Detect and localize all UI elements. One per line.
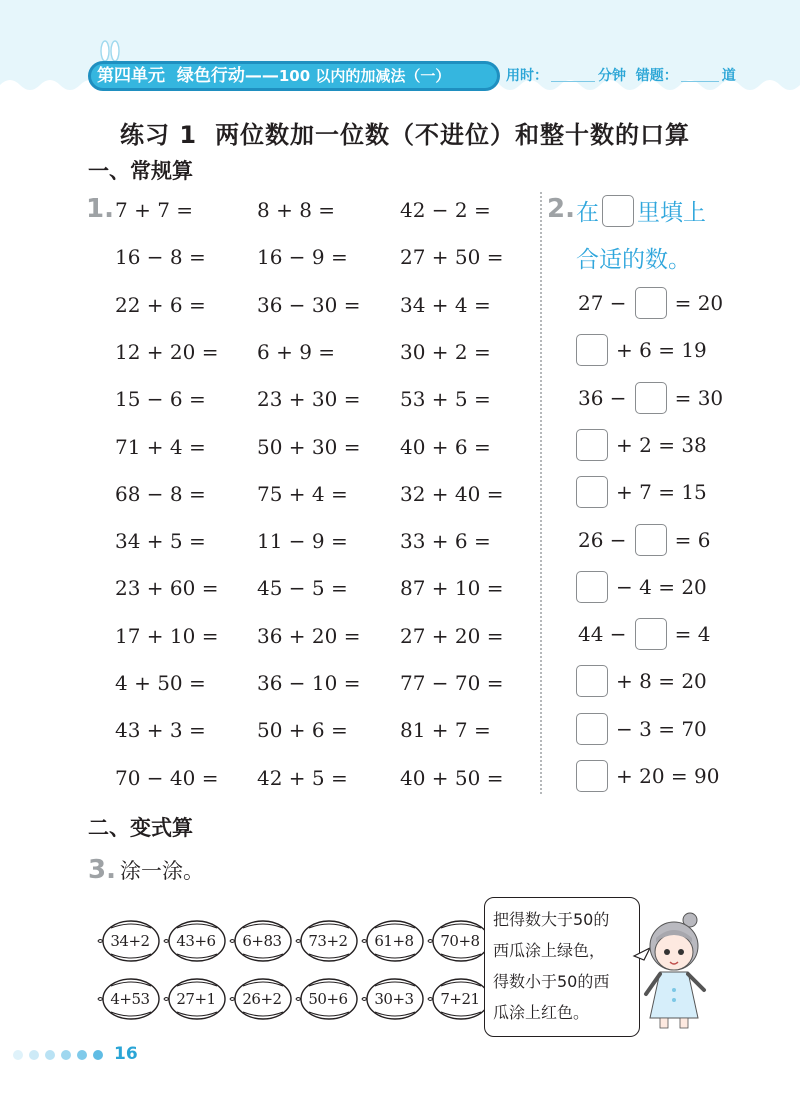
fill-row-after: = 4 — [674, 622, 711, 647]
calc-item[interactable]: 30 + 2 = — [400, 339, 491, 364]
calc-item[interactable]: 53 + 5 = — [400, 387, 491, 412]
calc-item[interactable]: 34 + 4 = — [400, 292, 491, 317]
watermelon-expression: 43+6 — [176, 932, 216, 950]
speech-bubble — [484, 897, 640, 1037]
bubble-line: 得数小于50的西 — [493, 972, 610, 991]
unit-dash: —— — [244, 66, 279, 86]
watermelon-expression: 7+21 — [440, 990, 480, 1008]
answer-box[interactable] — [576, 760, 608, 792]
bubble-line: 西瓜涂上绿色， — [493, 941, 606, 960]
q2-instruction-b: 里填上 — [637, 200, 706, 226]
footer-dots-icon — [12, 1048, 108, 1062]
answer-box[interactable] — [635, 287, 667, 319]
calc-item[interactable]: 16 − 9 = — [257, 245, 348, 270]
answer-box[interactable] — [576, 665, 608, 697]
watermelon-icon[interactable] — [361, 918, 427, 964]
calc-item[interactable]: 45 − 5 = — [257, 576, 348, 601]
watermelon-icon[interactable] — [229, 918, 295, 964]
calc-item[interactable]: 22 + 6 = — [115, 292, 206, 317]
watermelon-expression: 26+2 — [242, 990, 282, 1008]
fill-row-after: + 20 = 90 — [616, 764, 720, 788]
fill-row-before: 26 − — [578, 527, 627, 552]
calc-item[interactable]: 27 + 20 = — [400, 623, 504, 648]
answer-box[interactable] — [576, 713, 608, 745]
q2-instruction-a: 在 — [576, 200, 599, 226]
fill-row-after: + 7 = 15 — [616, 480, 707, 505]
time-label: 用时： — [506, 68, 548, 84]
fill-row — [576, 285, 725, 321]
calc-item[interactable]: 23 + 30 = — [257, 387, 361, 412]
watermelon-icon[interactable] — [229, 976, 295, 1022]
calc-item[interactable]: 33 + 6 = — [400, 529, 491, 554]
watermelon-expression: 6+83 — [242, 932, 282, 950]
calc-item[interactable]: 40 + 50 = — [400, 765, 504, 790]
error-blank[interactable] — [681, 66, 719, 82]
watermelon-icon[interactable] — [361, 976, 427, 1022]
answer-box[interactable] — [576, 571, 608, 603]
fill-row-after: − 3 = 70 — [616, 716, 707, 741]
calc-item[interactable]: 11 − 9 = — [257, 529, 348, 554]
section-title-variant: 二、变式算 — [88, 816, 193, 840]
calc-item[interactable]: 77 − 70 = — [400, 671, 504, 695]
calc-item[interactable]: 42 − 2 = — [400, 198, 491, 222]
fill-row — [576, 711, 709, 747]
question-number-1: 1. — [86, 194, 114, 224]
watermelon-icon[interactable] — [97, 918, 163, 964]
column-divider — [540, 192, 542, 794]
fill-row-after: − 4 = 20 — [616, 574, 707, 599]
fill-row — [576, 474, 709, 510]
unit-label: 第四单元 — [97, 66, 165, 86]
calc-item[interactable]: 40 + 6 = — [400, 434, 491, 459]
watermelon-icon[interactable] — [97, 976, 163, 1022]
calc-item[interactable]: 68 − 8 = — [115, 481, 206, 506]
calc-item[interactable]: 12 + 20 = — [115, 339, 219, 364]
lesson-number: 练习 1 — [120, 121, 198, 149]
watermelon-expression: 4+53 — [110, 990, 150, 1008]
watermelon-expression: 27+1 — [176, 990, 216, 1008]
answer-box[interactable] — [635, 382, 667, 414]
calc-item[interactable]: 70 − 40 = — [115, 765, 219, 790]
bubble-line: 瓜涂上红色。 — [493, 1003, 590, 1022]
error-label: 错题： — [635, 68, 678, 84]
unit-topic: 100 以内的加减法（一） — [278, 67, 451, 85]
lesson-title — [120, 115, 690, 150]
watermelon-expression: 34+2 — [110, 932, 150, 950]
question-number-3: 3. — [88, 855, 116, 885]
calc-item[interactable]: 4 + 50 = — [115, 671, 206, 695]
fill-row-after: + 2 = 38 — [616, 432, 707, 457]
watermelon-expression: 61+8 — [374, 932, 414, 950]
fill-row-after: + 6 = 19 — [616, 338, 707, 363]
calc-item[interactable]: 6 + 9 = — [257, 339, 336, 364]
unit-theme: 绿色行动 — [176, 66, 245, 86]
watermelon-icon[interactable] — [295, 918, 361, 964]
calc-item[interactable]: 36 − 10 = — [257, 671, 361, 695]
calc-item[interactable]: 15 − 6 = — [115, 387, 206, 412]
fill-row — [576, 663, 709, 699]
fill-row — [576, 616, 712, 652]
watermelon-expression: 70+8 — [440, 932, 480, 950]
watermelon-icon[interactable] — [163, 918, 229, 964]
calc-item[interactable]: 8 + 8 = — [257, 198, 336, 222]
fill-row-after: = 6 — [674, 527, 711, 552]
calc-item[interactable]: 7 + 7 = — [115, 198, 194, 222]
fill-row — [576, 569, 709, 605]
question-number-2: 2. — [547, 194, 575, 224]
watermelon-expression: 73+2 — [308, 932, 348, 950]
answer-box-icon — [602, 195, 634, 227]
calc-item[interactable]: 87 + 10 = — [400, 576, 504, 601]
calc-item[interactable]: 36 − 30 = — [257, 292, 361, 317]
watermelon-expression: 50+6 — [308, 990, 348, 1008]
watermelon-icon[interactable] — [163, 976, 229, 1022]
watermelon-expression: 30+3 — [374, 990, 414, 1008]
time-blank[interactable] — [551, 66, 595, 82]
fill-row-before: 44 − — [578, 622, 627, 647]
answer-box[interactable] — [576, 429, 608, 461]
q2-instruction-line2: 合适的数。 — [576, 247, 691, 273]
calc-item[interactable]: 50 + 6 = — [257, 718, 348, 743]
minute-label: 分钟 — [598, 68, 626, 84]
answer-box[interactable] — [635, 524, 667, 556]
q2-instruction-line1 — [576, 194, 706, 227]
timer-record — [506, 64, 736, 88]
calc-item[interactable]: 50 + 30 = — [257, 434, 361, 459]
fill-row-before: 27 − — [578, 291, 627, 315]
girl-illustration — [632, 910, 716, 1030]
calc-item[interactable]: 43 + 3 = — [115, 718, 206, 743]
calc-item[interactable]: 32 + 40 = — [400, 481, 504, 506]
fill-row — [576, 427, 709, 463]
answer-box[interactable] — [576, 334, 608, 366]
answer-box[interactable] — [635, 618, 667, 650]
answer-box[interactable] — [576, 476, 608, 508]
page-number: 16 — [114, 1044, 138, 1064]
calc-item[interactable]: 42 + 5 = — [257, 765, 348, 790]
fill-row — [576, 522, 712, 558]
fill-row — [576, 758, 722, 794]
section-title-regular: 一、常规算 — [88, 159, 193, 183]
calc-item[interactable]: 81 + 7 = — [400, 718, 491, 743]
fill-row-after: = 20 — [674, 291, 724, 315]
calc-item[interactable]: 36 + 20 = — [257, 623, 361, 648]
calc-item[interactable]: 27 + 50 = — [400, 245, 504, 270]
calc-item[interactable]: 23 + 60 = — [115, 576, 219, 601]
calc-item[interactable]: 17 + 10 = — [115, 623, 219, 648]
calc-item[interactable]: 71 + 4 = — [115, 434, 206, 459]
lesson-name: 两位数加一位数（不进位）和整十数的口算 — [215, 121, 691, 149]
fill-row-after: = 30 — [674, 385, 724, 410]
watermelon-icon[interactable] — [295, 976, 361, 1022]
fill-row-before: 36 − — [578, 385, 627, 410]
q3-label — [88, 855, 204, 885]
bubble-line: 把得数大于50的 — [493, 910, 610, 929]
fill-row — [576, 332, 709, 368]
fill-row — [576, 380, 725, 416]
count-label: 道 — [721, 68, 736, 84]
calc-item[interactable]: 16 − 8 = — [115, 245, 206, 270]
fill-row-after: + 8 = 20 — [616, 669, 707, 694]
calc-item[interactable]: 34 + 5 = — [115, 529, 206, 554]
q3-instruction: 涂一涂。 — [119, 859, 204, 883]
unit-title-pill — [88, 61, 500, 91]
calc-item[interactable]: 75 + 4 = — [257, 481, 348, 506]
